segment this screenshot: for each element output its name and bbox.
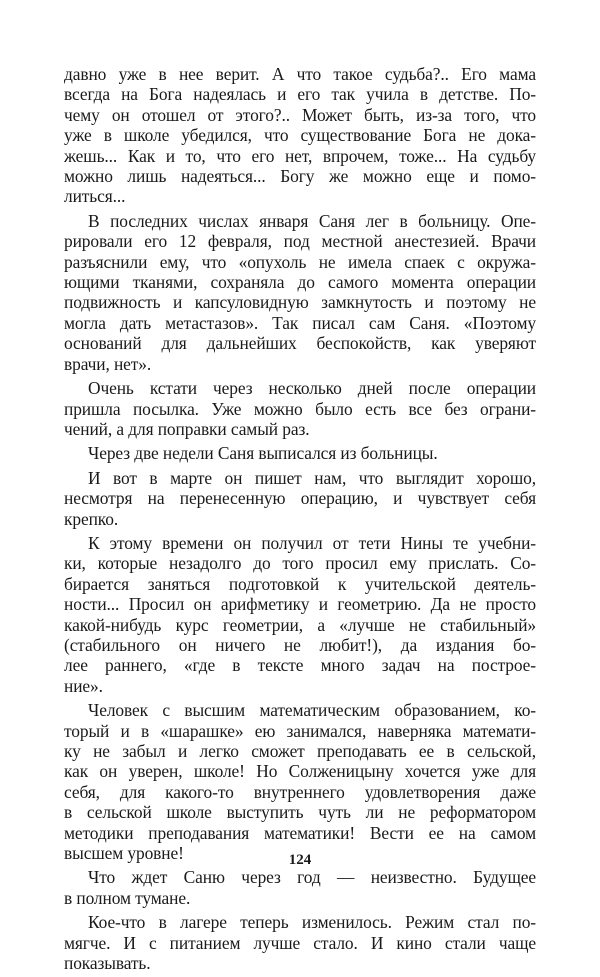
paragraph [64, 700, 536, 863]
text-line: в сельской школе выступить чуть ли не реформатором [64, 802, 536, 823]
text-line: можно лишь надеяться... Богу же можно еще и помо- [64, 166, 536, 187]
text-line: ки, которые незадолго до того просил ему прислать. Со- [64, 553, 536, 574]
paragraph [64, 64, 536, 207]
text-line: какой-нибудь курс геометрии, а «лучше не стабильный» [64, 614, 536, 635]
text-line: могла дать метастазов». Так писал сам Саня. «Поэтому [64, 312, 536, 333]
text-line: Человек с высшим математическим образованием, ко- [88, 700, 536, 721]
text-line: высшем уровне! [64, 843, 184, 864]
text-line: ку не забыл и легко сможет преподавать ее в сельской, [64, 741, 536, 761]
text-line: Очень кстати через несколько дней после операции [88, 378, 536, 399]
paragraph [64, 378, 536, 439]
text-line: как он уверен, школе! Но Солженицыну хочется уже для [64, 761, 536, 782]
text-line: себя, для какого-то внутреннего удовлетворения даже [64, 781, 536, 802]
text-line: врачи, нет». [64, 353, 152, 374]
text-line: оснований для дальнейших беспокойств, как уверяют [64, 333, 536, 354]
text-line: подвижность и капсуловидную замкнутость и поэтому не [64, 292, 536, 313]
text-line: К этому времени он получил от тети Нины те учебни- [88, 532, 536, 553]
text-line: жешь... Как и то, что его нет, впрочем, тоже... На судьбу [64, 145, 536, 166]
text-line: бирается заняться подготовкой к учительской деятель- [64, 573, 536, 594]
text-line: давно уже в нее верит. А что такое судьба?.. Его мама [64, 64, 536, 84]
text-line: показывать. [64, 953, 151, 974]
paragraph [64, 867, 536, 908]
text-line: (стабильного он ничего не любит!), да издания бо- [64, 634, 536, 655]
text-line: ющими тканями, сохраняла до самого момента операции [64, 272, 536, 293]
text-line: лее раннего, «где в тексте много задач на построе- [64, 655, 536, 676]
text-line: И вот в марте он пишет нам, что выглядит хорошо, [88, 467, 536, 488]
paragraph [64, 443, 536, 463]
paragraph [64, 533, 536, 696]
body-text [64, 64, 536, 977]
text-line: крепко. [64, 508, 119, 529]
text-line: торый и в «шарашке» ею занимался, наверняка математи- [64, 720, 536, 741]
text-line: пришла посылка. Уже можно было есть все без ограни- [64, 398, 536, 419]
page-number: 124 [288, 852, 312, 868]
text-line: Кое-что в лагере теперь изменилось. Режим стал по- [88, 912, 536, 933]
text-line: разъяснили ему, что «опухоль не имела спаек с окружа- [64, 251, 536, 272]
text-line: рировали его 12 февраля, под местной анестезией. Врачи [64, 231, 536, 252]
text-line: методики преподавания математики! Вести ее на самом [64, 822, 536, 843]
text-line: Через две недели Саня выписался из больницы. [88, 443, 438, 464]
text-line: всегда на Бога надеялась и его так учила в детстве. По- [64, 84, 536, 105]
text-line: уже в школе убедился, что существование Бога не дока- [64, 125, 536, 146]
paragraph [64, 211, 536, 374]
text-line: Что ждет Саню через год — неизвестно. Будущее [88, 867, 536, 888]
paragraph [64, 912, 536, 973]
text-line: чему он отошел от этого?.. Может быть, из-за того, что [64, 104, 536, 125]
text-line: В последних числах января Саня лег в больницу. Опе- [88, 210, 536, 231]
text-line: чений, а для поправки самый раз. [64, 418, 310, 439]
text-line: в полном тумане. [64, 887, 191, 908]
text-line: мягче. И с питанием лучше стало. И кино стали чаще [64, 932, 536, 953]
text-line: ности... Просил он арифметику и геометрию. Да не просто [64, 594, 536, 615]
text-line: несмотря на перенесенную операцию, и чувствует себя [64, 488, 536, 509]
text-line: ние». [64, 675, 103, 696]
paragraph [64, 468, 536, 529]
text-line: литься... [64, 186, 126, 207]
